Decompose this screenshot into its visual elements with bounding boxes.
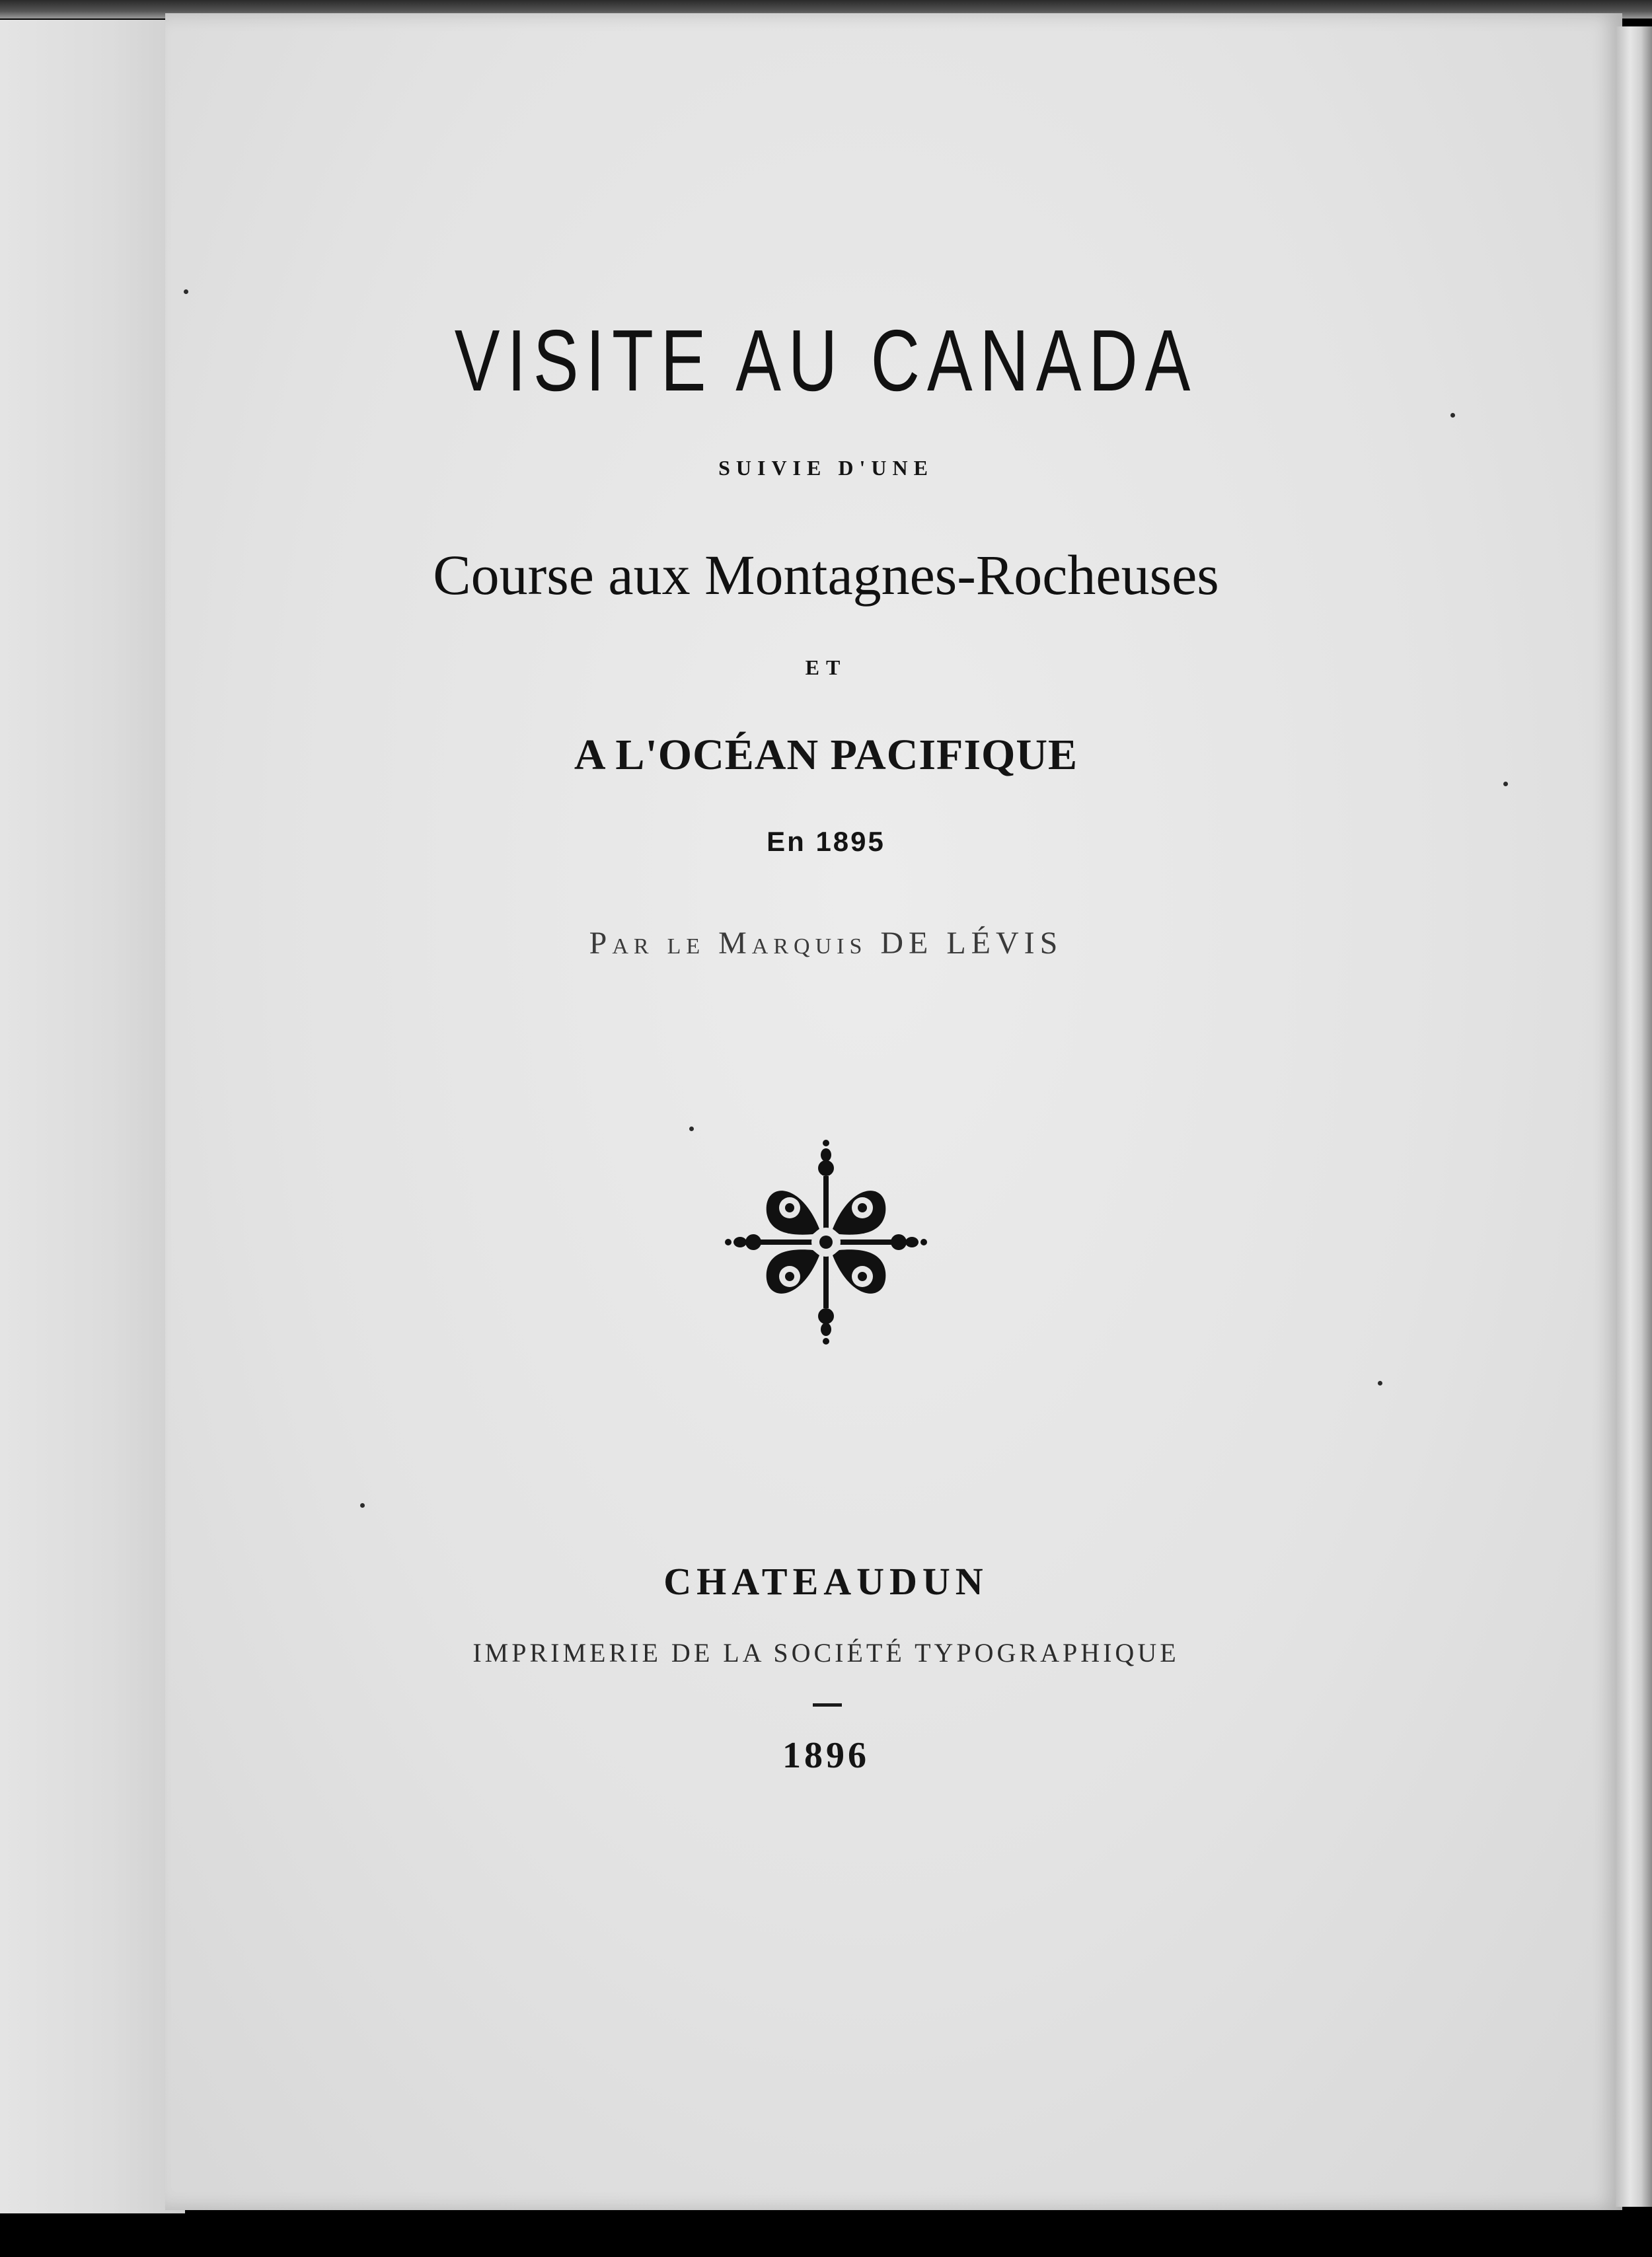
fleuron-icon [724, 1136, 928, 1348]
paper-speck [689, 1127, 694, 1131]
conjunction: ET [805, 655, 847, 679]
book-subtitle-2: A L'OCÉAN PACIFIQUE [574, 731, 1078, 779]
paper-speck [184, 289, 188, 294]
book-title: VISITE AU CANADA [454, 312, 1198, 409]
imprint-city: CHATEAUDUN [663, 1560, 989, 1603]
rule-divider [813, 1703, 842, 1707]
subtitle-connector: SUIVIE D'UNE [718, 456, 934, 480]
paper-speck [1450, 413, 1455, 418]
paper-speck [1503, 782, 1508, 786]
paper-speck [360, 1503, 365, 1508]
book-spine [0, 20, 185, 2213]
book-subtitle: Course aux Montagnes-Rocheuses [433, 543, 1219, 607]
page-edge [1616, 26, 1652, 2207]
author-line: Par le Marquis DE LÉVIS [589, 926, 1063, 961]
imprint-date: 1896 [782, 1735, 870, 1776]
paper-speck [1378, 1381, 1382, 1386]
imprint-printer: IMPRIMERIE DE LA SOCIÉTÉ TYPOGRAPHIQUE [472, 1638, 1180, 1668]
travel-year: En 1895 [767, 826, 885, 857]
